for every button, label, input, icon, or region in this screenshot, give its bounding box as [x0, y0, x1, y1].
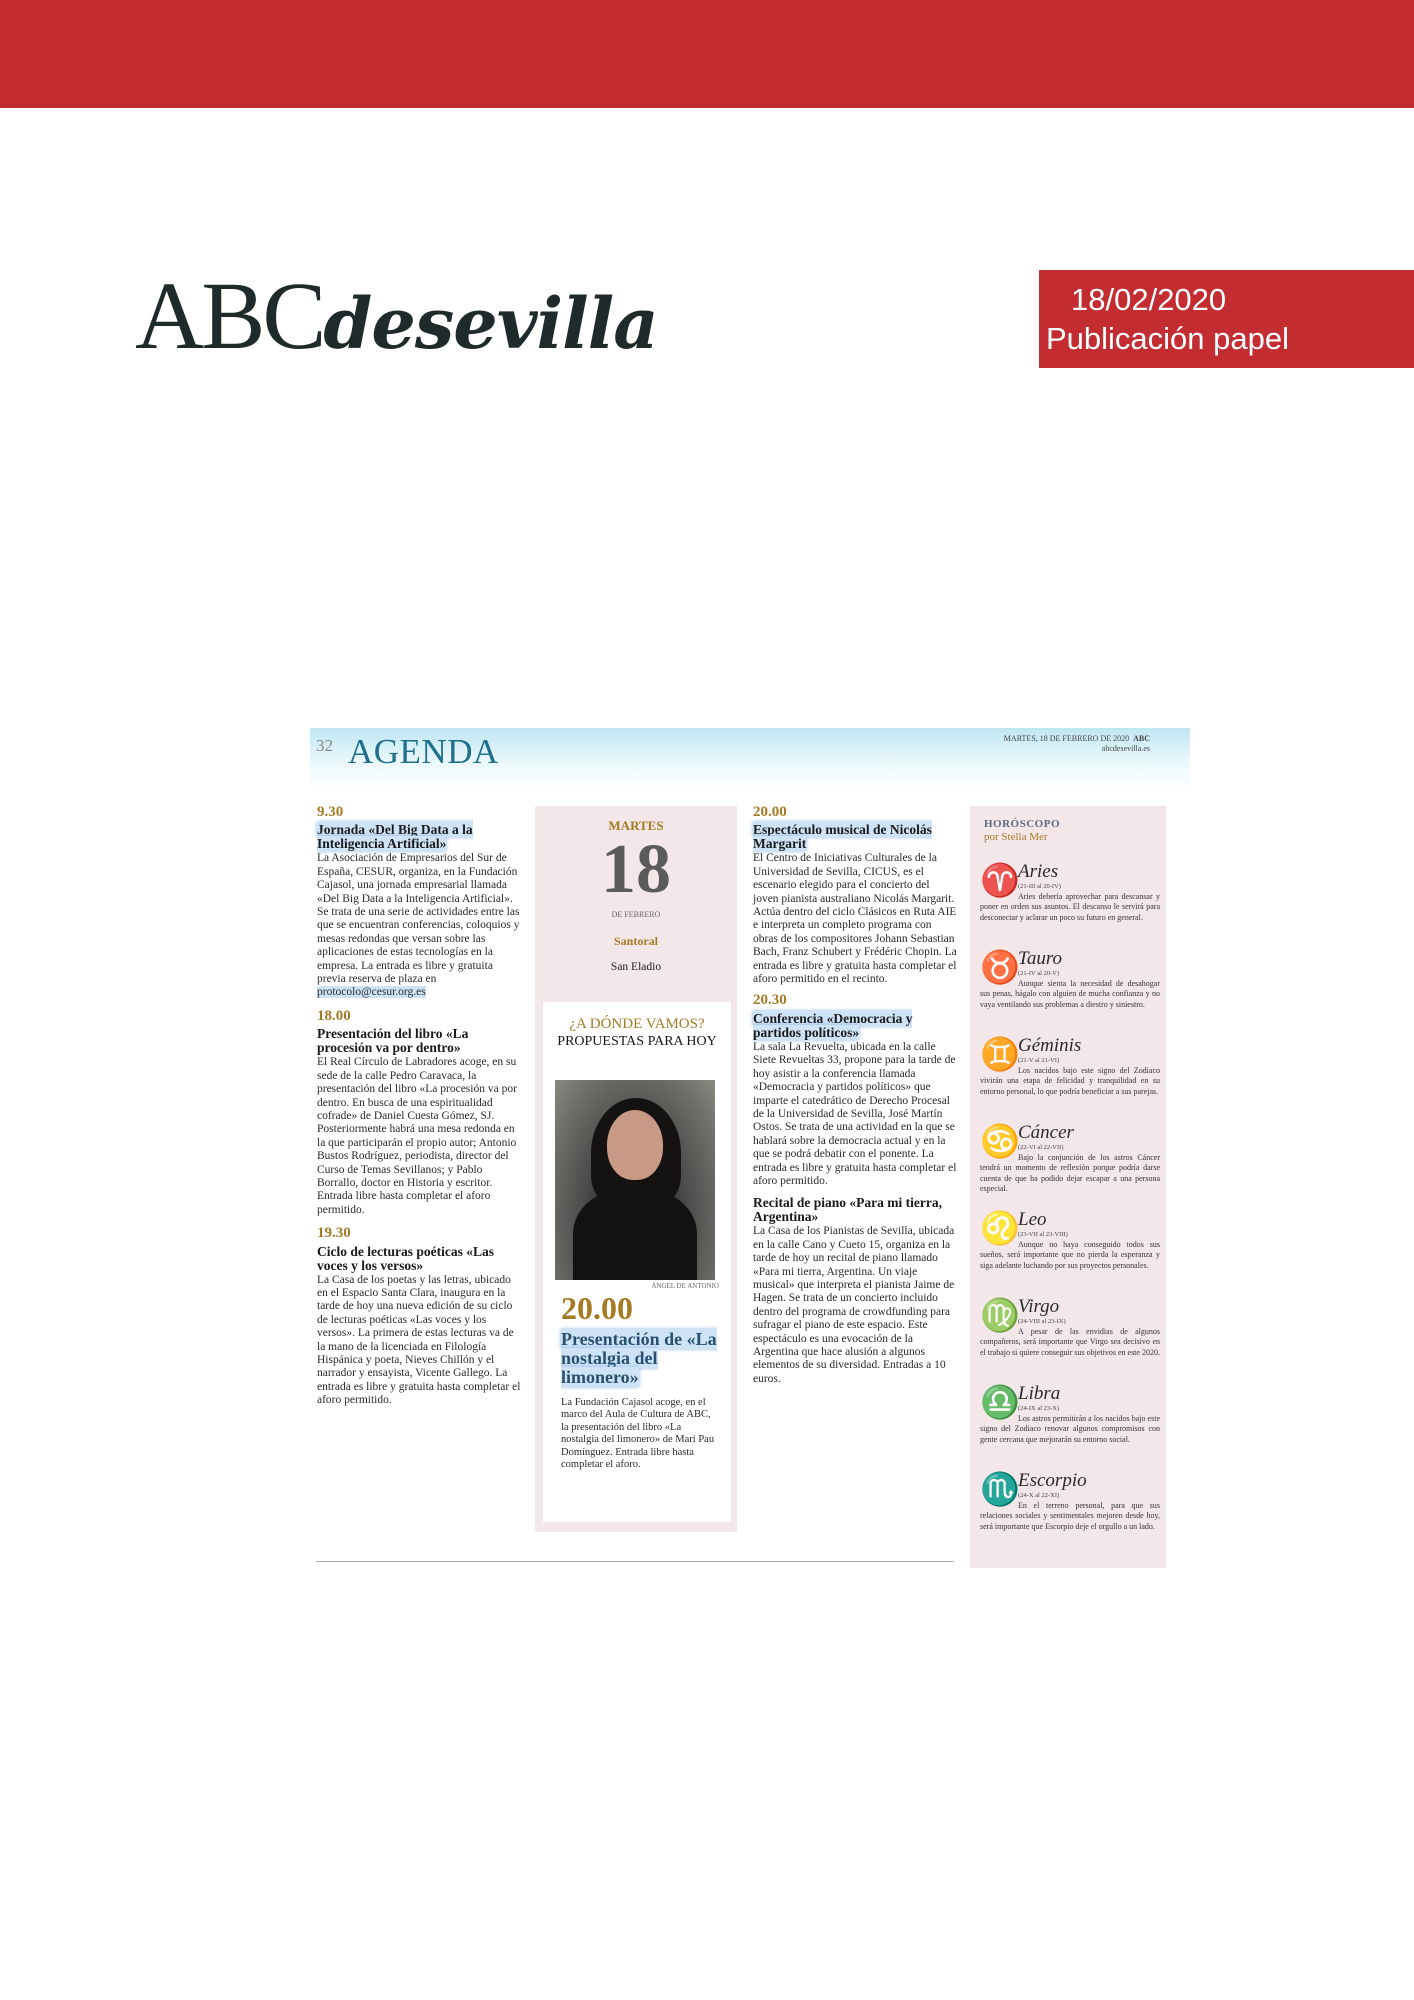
event-title [753, 823, 957, 851]
sign-name: Leo [1018, 1209, 1047, 1230]
event-time: 19.30 [317, 1225, 351, 1242]
libra-icon: ♎ [980, 1384, 1020, 1420]
leo-icon: ♌ [980, 1210, 1020, 1246]
sign-geminis [980, 1036, 1160, 1120]
month: DE FEBRERO [611, 910, 661, 919]
publication-date: 18/02/2020 [1071, 282, 1227, 317]
event-body-text: La Asociación de Empresarios del Sur de España, CESUR, organiza, en la Fundación Cajasol, una jornada empresarial llamada «Del Big Data a la Inteligencia Artificial». Se trata de una serie de actividades entre las que se encuentran conferencias, coloquios y mesas redondas que versan sobre las aplicaciones de estas tecnologías en la empresa. La entrada es libre y gratuita previa reserva de plaza en [317, 852, 520, 986]
weekday: MARTES [608, 818, 664, 833]
virgo-icon: ♍ [980, 1297, 1020, 1333]
propuestas-para-hoy: PROPUESTAS PARA HOY [557, 1034, 717, 1049]
sign-text: Bajo la conjunción de los astros Cáncer tendrá un momento de reflexión porque podría darse cuenta de que ha podido dejar escapar a una persona especial. [980, 1153, 1160, 1194]
sign-text: Aunque sienta la necesidad de desahogar sus penas, hágalo con alguien de mucha confianza y no vaya ventilando sus problemas a diestro y siniestro. [980, 979, 1160, 1009]
event-title-text: Jornada «Del Big Data a la Inteligencia Artificial» [317, 822, 473, 852]
event-time: 20.30 [753, 992, 787, 1009]
horoscope-author: por Stella Mer [984, 831, 1048, 843]
event-body: El Centro de Iniciativas Culturales de la Universidad de Sevilla, CICUS, es el escenario elegido para el concierto del joven pianista australiano Nicolás Margarit. Actúa dentro del ciclo Clásicos en Ruta AIE e interpreta un completo programa con obras de los compositores Johann Sebastian Bach, Franz Schubert y Frédéric Chopin. La entrada es libre y gratuita hasta completar el aforo permitido en el recinto. [753, 852, 957, 986]
scorpio-icon: ♏ [980, 1471, 1020, 1507]
sign-text: En el terreno personal, para que sus relaciones sociales y sentimentales mejoren desde hoy, será importante que Escorpio deje el orgullo a un lado. [980, 1501, 1160, 1531]
proposals-box [543, 1002, 731, 1522]
sign-text: Los astros permitirán a los nacidos bajo este signo del Zodiaco renovar algunos compromisos con gente cercana que mejorarán su entorno social. [980, 1414, 1160, 1444]
header-dateline [1004, 734, 1150, 755]
header-brand: ABC [1133, 734, 1150, 743]
day-panel [535, 806, 737, 1532]
sign-escorpio [980, 1471, 1160, 1555]
event-time: 20.00 [753, 804, 787, 820]
horoscope-panel [970, 806, 1166, 1568]
sign-dates: (22-VI al 22-VII) [1018, 1144, 1064, 1151]
sign-text: Los nacidos bajo este signo del Zodiaco vivirán una etapa de felicidad y tranquilidad en su entorno personal, lo que podría beneficiar a sus parejas. [980, 1066, 1160, 1096]
donde-vamos: ¿A DÓNDE VAMOS? [569, 1016, 705, 1032]
publication-date-box [1039, 270, 1414, 368]
event-body: La Casa de los poetas y las letras, ubicado en el Espacio Santa Clara, inaugura en la tarde de hoy una nueva edición de su ciclo de lecturas poéticas «Las voces y los versos». La primera de estas lecturas va de la mano de la licenciada en Filología Hispánica y poeta, Nieves Chillón y el narrador y ensayista, Vicente Gallego. La entrada es libre y gratuita hasta completar el aforo permitido. [317, 1273, 521, 1407]
event-title: Recital de piano «Para mi tierra, Argentina» [753, 1195, 942, 1225]
event-title: Ciclo de lecturas poéticas «Las voces y los versos» [317, 1243, 494, 1273]
sign-dates: (24-X al 22-XI) [1018, 1492, 1060, 1499]
sign-text: Aunque no haya conseguido todos sus sueños, será importante que no pierda la esperanza y siga adelante luchando por sus proyectos personales. [980, 1240, 1160, 1270]
sign-dates: (24-VIII al 23-IX) [1018, 1318, 1066, 1325]
sign-name: Aries [1018, 861, 1059, 882]
sign-dates: (23-VII al 23-VIII) [1018, 1231, 1068, 1238]
sign-text: A pesar de las envidias de algunos compañeros, será importante que Virgo sea decisivo en el trabajo si quiere conseguir sus objetivos en este 2020. [980, 1327, 1160, 1357]
sign-dates: (21-III al 20-IV) [1018, 883, 1061, 890]
sign-dates: (21-IV al 20-V) [1018, 970, 1060, 977]
sign-tauro [980, 949, 1160, 1033]
event-title [753, 1012, 957, 1040]
agenda-column-1 [317, 806, 521, 1414]
sign-dates: (24-IX al 23-X) [1018, 1405, 1060, 1412]
event-body: El Real Círculo de Labradores acoge, en su sede de la calle Pedro Caravaca, la presentación del libro «La procesión va por dentro. En busca de una espiritualidad cofrade» de Daniel Cuesta Gómez, SJ. Posteriormente habrá una mesa redonda en la que participarán el propio autor; Antonio Bustos Rodríguez, periodista, director del Curso de Temas Sevillanos; y Pablo Borrallo, doctor en Historia y escritor. Entrada libre hasta completar el aforo permitido. [317, 1056, 517, 1216]
sign-dates: (21-V al 21-VI) [1018, 1057, 1060, 1064]
sign-text: Aries debería aprovechar para descansar y poner en orden sus asuntos. El descanso le servirá para desconectar y aclarar un poco su futuro en general. [980, 892, 1160, 922]
horoscope-title: HORÓSCOPO [984, 818, 1061, 830]
event-title-text: Conferencia «Democracia y partidos políticos» [753, 1010, 913, 1040]
sign-name: Géminis [1018, 1035, 1082, 1056]
header-web: abcdesevilla.es [1101, 744, 1150, 754]
featured-time: 20.00 [561, 1290, 633, 1326]
publication-type: Publicación papel [1046, 321, 1290, 356]
event-time: 18.00 [317, 1007, 351, 1024]
saint-name: San Eladio [610, 961, 662, 973]
top-red-bar [0, 0, 1414, 108]
event-title: Presentación del libro «La procesión va por dentro» [317, 1026, 469, 1056]
newspaper-clipping [310, 728, 1190, 1568]
day-number: 18 [601, 831, 671, 908]
event-title-text: Espectáculo musical de Nicolás Margarit [753, 822, 932, 852]
sign-cancer [980, 1123, 1160, 1207]
event-title [317, 823, 521, 851]
featured-title-text: Presentación de «La nostalgia del limonero» [561, 1329, 717, 1387]
cancer-icon: ♋ [980, 1123, 1020, 1159]
abc-de-sevilla-logo [135, 262, 658, 369]
sign-aries [980, 862, 1160, 946]
logo-abc: ABC [135, 262, 324, 369]
sign-name: Cáncer [1018, 1122, 1074, 1143]
event-body: La sala La Revuelta, ubicada en la calle Siete Revueltas 33, propone para la tarde de hoy asistir a la conferencia llamada «Democracia y partidos políticos» que imparte el catedrático de Derecho Procesal de la Universidad de Sevilla, José Martín Ostos. Se trata de una actividad en la que se hablará sobre la democracia actual y en la que se podrá debatir con el ponente. La entrada es libre y gratuita hasta completar el aforo permitido. [753, 1040, 957, 1187]
sign-name: Libra [1018, 1383, 1061, 1404]
featured-body: La Fundación Cajasol acoge, en el marco del Aula de Cultura de ABC, la presentación del libro «La nostalgia del limonero» de Mari Pau Domínguez. Entrada libre hasta completar el aforo. [561, 1397, 715, 1471]
taurus-icon: ♉ [980, 949, 1020, 985]
author-photo [555, 1080, 715, 1280]
sign-name: Tauro [1018, 948, 1063, 969]
aries-icon: ♈ [980, 862, 1020, 898]
santoral-label: Santoral [613, 934, 658, 948]
horoscope-heading [984, 818, 1060, 844]
section-title: AGENDA [348, 732, 499, 771]
photo-credit: ÁNGEL DE ANTONIO [651, 1282, 719, 1290]
event-body: La Casa de los Pianistas de Sevilla, ubicada en la calle Cano y Cueto 15, organiza en la tarde de hoy un recital de piano llamado «Para mi tierra, Argentina. Un viaje musical» que interpreta el pianista Jaime de Hagen. Se trata de un concierto incluido dentro del programa de crowdfunding para sufragar el piano de este espacio. Este espectáculo es una evocación de la Argentina que hace alusión a algunos elementos de su diversidad. Entradas a 10 euros. [753, 1225, 955, 1385]
sign-name: Escorpio [1018, 1470, 1087, 1491]
agenda-column-3 [753, 806, 957, 1392]
sign-virgo [980, 1297, 1160, 1381]
featured-title [561, 1330, 721, 1387]
sign-name: Virgo [1018, 1296, 1060, 1317]
agenda-header [310, 728, 1190, 788]
event-time: 9.30 [317, 804, 344, 820]
header-date: MARTES, 18 DE FEBRERO DE 2020 [1003, 734, 1130, 743]
bottom-rule [316, 1561, 954, 1562]
event-email: protocolo@cesur.org.es [317, 986, 426, 999]
logo-sevilla: desevilla [323, 282, 658, 365]
sign-leo [980, 1210, 1160, 1294]
sign-libra [980, 1384, 1160, 1468]
page-number: 32 [316, 736, 333, 755]
event-body [317, 852, 521, 999]
gemini-icon: ♊ [980, 1036, 1020, 1072]
